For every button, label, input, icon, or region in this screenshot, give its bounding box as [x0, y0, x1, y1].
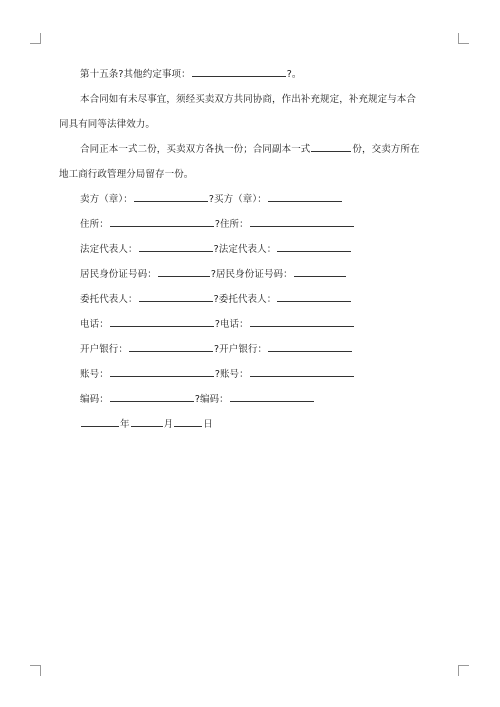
clause-15-suffix: ?。	[286, 69, 302, 80]
buyer-account-blank	[250, 366, 354, 377]
clause-15-text: 第十五条?其他约定事项：	[80, 69, 191, 80]
day-blank	[174, 416, 202, 427]
seller-bank-label: 开户银行：	[80, 344, 129, 355]
signature-row-account	[59, 362, 439, 387]
buyer-bank-blank	[268, 341, 352, 352]
seller-account-blank	[110, 366, 214, 377]
clause-15-blank	[192, 66, 286, 77]
crop-mark-top-right	[458, 33, 469, 44]
copies-text-2: 地工商行政管理分局留存一份。	[59, 169, 194, 180]
supplement-text-2: 同具有同等法律效力。	[59, 119, 156, 130]
copies-text-b: 份，交卖方所在	[352, 144, 420, 155]
buyer-id-blank	[294, 266, 346, 277]
buyer-address-label: ?住所：	[214, 219, 249, 230]
seller-account-label: 账号：	[80, 369, 109, 380]
crop-mark-bottom-right	[458, 665, 469, 676]
copies-text-a: 合同正本一式二份，买卖双方各执一份；合同副本一式	[80, 144, 311, 155]
buyer-legal-rep-label: ?法定代表人：	[213, 244, 277, 255]
clause-15	[59, 62, 439, 87]
buyer-agent-blank	[277, 291, 351, 302]
signature-row-legal-rep	[59, 237, 439, 262]
seller-label: 卖方（章）：	[80, 194, 133, 205]
month-blank	[131, 416, 163, 427]
year-label: 年	[120, 419, 130, 430]
buyer-phone-label: ?电话：	[214, 319, 249, 330]
buyer-account-label: ?账号：	[214, 369, 249, 380]
buyer-postcode-blank	[230, 391, 314, 402]
buyer-blank	[268, 191, 342, 202]
supplement-line-2	[59, 112, 439, 137]
seller-postcode-blank	[110, 391, 194, 402]
buyer-label: ?买方（章）：	[208, 194, 267, 205]
copies-blank	[311, 141, 351, 152]
signature-row-phone	[59, 312, 439, 337]
document-body	[59, 62, 439, 437]
seller-agent-blank	[139, 291, 213, 302]
year-blank	[81, 416, 119, 427]
seller-legal-rep-blank	[139, 241, 213, 252]
crop-mark-bottom-left	[30, 665, 41, 676]
seller-id-blank	[158, 266, 210, 277]
buyer-id-label: ?居民身份证号码：	[210, 269, 293, 280]
signature-row-id-number	[59, 262, 439, 287]
supplement-text-1: 本合同如有未尽事宜，须经买卖双方共同协商，作出补充规定，补充规定与本合	[80, 94, 417, 105]
seller-blank	[134, 191, 208, 202]
copies-line-1	[59, 137, 439, 162]
day-label: 日	[203, 419, 213, 430]
seller-phone-label: 电话：	[80, 319, 109, 330]
seller-bank-blank	[129, 341, 213, 352]
signature-row-agent	[59, 287, 439, 312]
crop-mark-top-left	[30, 33, 41, 44]
seller-id-label: 居民身份证号码：	[80, 269, 157, 280]
seller-address-blank	[110, 216, 214, 227]
buyer-address-blank	[250, 216, 354, 227]
supplement-line-1	[59, 87, 439, 112]
month-label: 月	[163, 419, 174, 430]
signature-row-postcode	[59, 387, 439, 412]
signature-row-address	[59, 212, 439, 237]
date-line	[59, 412, 439, 437]
seller-agent-label: 委托代表人：	[80, 294, 138, 305]
buyer-agent-label: ?委托代表人：	[213, 294, 277, 305]
seller-address-label: 住所：	[80, 219, 109, 230]
copies-line-2	[59, 162, 439, 187]
buyer-phone-blank	[250, 316, 354, 327]
signature-row-bank	[59, 337, 439, 362]
buyer-bank-label: ?开户银行：	[214, 344, 268, 355]
seller-postcode-label: 编码：	[80, 394, 109, 405]
buyer-legal-rep-blank	[277, 241, 351, 252]
seller-legal-rep-label: 法定代表人：	[80, 244, 138, 255]
seller-phone-blank	[110, 316, 214, 327]
buyer-postcode-label: ?编码：	[194, 394, 229, 405]
signature-row-seller-buyer	[59, 187, 439, 212]
